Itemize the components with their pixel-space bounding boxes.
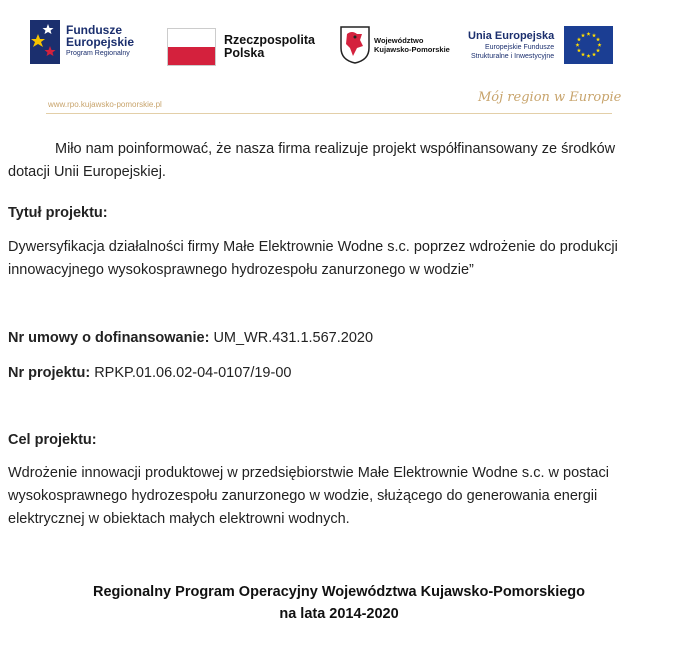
motto: Mój region w Europie — [478, 90, 622, 105]
footer-line1: Regionalny Program Operacyjny Województwa Kujawsko-Pomorskiego — [92, 584, 586, 600]
contract-value: UM_WR.431.1.567.2020 — [213, 330, 374, 346]
polish-flag-icon — [167, 28, 216, 66]
unia-europejska-logo — [468, 26, 613, 64]
contract-line — [8, 327, 648, 350]
unia-line2: Europejskie Fundusze — [484, 43, 555, 51]
rzeczpospolita-polska-logo — [167, 28, 315, 66]
eu-flag-icon — [564, 26, 613, 64]
program-url: www.rpo.kujawsko-pomorskie.pl — [48, 100, 162, 109]
contract-label: Nr umowy o dofinansowanie: — [8, 330, 210, 346]
unia-line3: Strukturalne i Inwestycyjne — [470, 52, 555, 60]
fundusze-line3: Program Regionalny — [66, 50, 130, 57]
footer-line2: na lata 2014-2020 — [279, 606, 399, 622]
project-number-line — [8, 362, 648, 385]
goal-text: Wdrożenie innowacji produktowej w przedsiębiorstwie Małe Elektrownie Wodne s.c. w postaci wysokosprawnego hydrozespołu zanurzonego w wodzie, służącego do generowania energii elektrycznej w obiektach małych elektrowni wodnych. — [8, 465, 609, 527]
rzeczpospolita-line2: Polska — [224, 46, 265, 60]
wojewodztwo-logo — [340, 26, 450, 64]
wojewodztwo-line2: Kujawsko-Pomorskie — [374, 45, 450, 54]
fundusze-line2: Europejskie — [66, 35, 135, 49]
intro-paragraph: Miło nam poinformować, że nasza firma realizuje projekt współfinansowany ze środków dotacji Unii Europejskiej. — [8, 141, 616, 180]
fundusze-europejskie-emblem — [30, 20, 60, 64]
project-number-label: Nr projektu: — [8, 365, 91, 381]
footer-program-title — [0, 581, 678, 625]
header-divider — [46, 113, 612, 114]
unia-line1: Unia Europejska — [468, 29, 555, 42]
fundusze-europejskie-logo — [30, 20, 134, 64]
coat-of-arms-icon — [340, 26, 370, 64]
title-text: Dywersyfikacja działalności firmy Małe Elektrownie Wodne s.c. poprzez wdrożenie do produkcji innowacyjnego wysokosprawnego hydrozespołu zanurzonego w wodzie” — [8, 239, 618, 278]
fundusze-line1: Fundusze — [66, 23, 122, 37]
title-label: Tytuł projektu: — [8, 205, 108, 221]
wojewodztwo-line1: Województwo — [374, 36, 424, 45]
goal-label: Cel projektu: — [8, 432, 97, 448]
project-number-value: RPKP.01.06.02-04-0107/19-00 — [94, 365, 292, 381]
rzeczpospolita-line1: Rzeczpospolita — [224, 33, 315, 47]
logo-bar — [0, 0, 678, 80]
